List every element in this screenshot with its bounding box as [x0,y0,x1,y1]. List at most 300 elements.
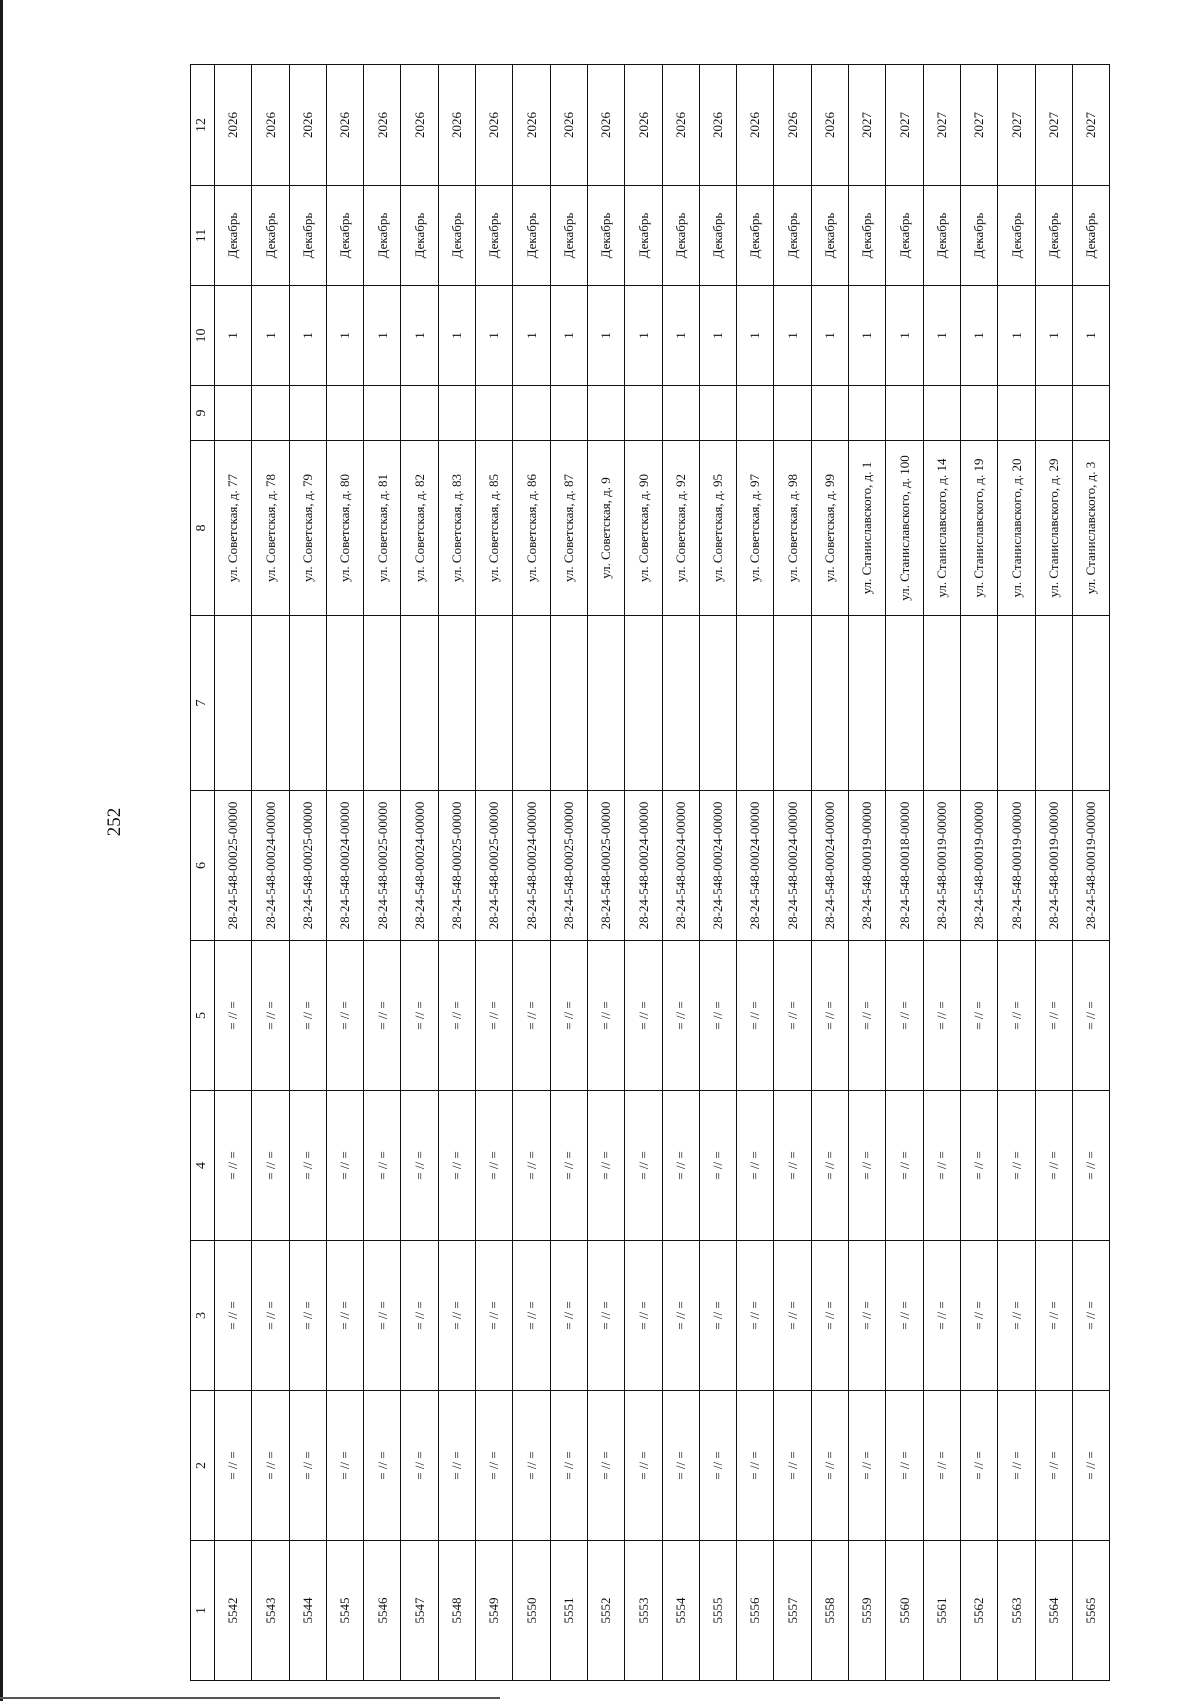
cell-col9-empty [849,386,886,441]
table-body [215,65,1110,1681]
cell-col10-count: 1 [849,286,886,386]
cell-cadastral-code: 28-24-548-00024-00000 [699,791,736,941]
cell-col4-ditto: = // = [811,1091,848,1241]
cell-col10-count: 1 [326,286,363,386]
cell-col5-ditto: = // = [923,941,960,1091]
cell-address: ул. Советская, д. 80 [326,441,363,616]
column-header-9: 9 [191,386,215,441]
cell-row-number: 5546 [364,1541,401,1681]
cell-month: Декабрь [401,186,438,286]
cell-col3-ditto: = // = [662,1241,699,1391]
cell-col9-empty [662,386,699,441]
cell-address: ул. Станиславского, д. 29 [1035,441,1072,616]
cell-col9-empty [364,386,401,441]
cell-month: Декабрь [699,186,736,286]
cell-month: Декабрь [662,186,699,286]
cell-cadastral-code: 28-24-548-00025-00000 [364,791,401,941]
cell-col2-ditto: = // = [625,1391,662,1541]
cell-col9-empty [998,386,1035,441]
cell-col10-count: 1 [886,286,923,386]
cell-col10-count: 1 [662,286,699,386]
cell-month: Декабрь [1035,186,1072,286]
cell-col7-empty [587,616,624,791]
cell-col7-empty [401,616,438,791]
cell-col3-ditto: = // = [923,1241,960,1391]
table-row [476,65,513,1681]
cell-col3-ditto: = // = [737,1241,774,1391]
cell-address: ул. Советская, д. 98 [774,441,811,616]
cell-cadastral-code: 28-24-548-00025-00000 [587,791,624,941]
cell-col2-ditto: = // = [1072,1391,1109,1541]
cell-col7-empty [886,616,923,791]
table-row [289,65,326,1681]
cell-col5-ditto: = // = [364,941,401,1091]
table-row [886,65,923,1681]
cell-col2-ditto: = // = [923,1391,960,1541]
cell-col2-ditto: = // = [662,1391,699,1541]
table-row [923,65,960,1681]
cell-col7-empty [513,616,550,791]
cell-col9-empty [699,386,736,441]
cell-col3-ditto: = // = [550,1241,587,1391]
page-number: 252 [104,807,125,837]
cell-col9-empty [326,386,363,441]
cell-col7-empty [326,616,363,791]
cell-address: ул. Советская, д. 78 [252,441,289,616]
cell-col2-ditto: = // = [1035,1391,1072,1541]
column-header-3: 3 [191,1241,215,1391]
cell-col7-empty [550,616,587,791]
cell-col2-ditto: = // = [513,1391,550,1541]
cell-row-number: 5563 [998,1541,1035,1681]
cell-cadastral-code: 28-24-548-00025-00000 [550,791,587,941]
cell-col3-ditto: = // = [476,1241,513,1391]
cell-col2-ditto: = // = [476,1391,513,1541]
cell-col5-ditto: = // = [326,941,363,1091]
cell-cadastral-code: 28-24-548-00024-00000 [513,791,550,941]
cell-year: 2026 [289,65,326,186]
cell-col10-count: 1 [811,286,848,386]
scan-edge-bottom [0,1697,500,1699]
cell-month: Декабрь [811,186,848,286]
column-header-2: 2 [191,1391,215,1541]
table-row [326,65,363,1681]
cell-row-number: 5548 [438,1541,475,1681]
cell-col7-empty [849,616,886,791]
cell-col9-empty [401,386,438,441]
cell-col4-ditto: = // = [849,1091,886,1241]
cell-col5-ditto: = // = [476,941,513,1091]
cell-col2-ditto: = // = [438,1391,475,1541]
cell-row-number: 5545 [326,1541,363,1681]
cell-col10-count: 1 [699,286,736,386]
cell-address: ул. Советская, д. 82 [401,441,438,616]
cell-row-number: 5551 [550,1541,587,1681]
cell-row-number: 5550 [513,1541,550,1681]
cell-month: Декабрь [923,186,960,286]
column-header-1: 1 [191,1541,215,1681]
cell-col10-count: 1 [550,286,587,386]
cell-month: Декабрь [326,186,363,286]
cell-address: ул. Советская, д. 81 [364,441,401,616]
cell-col10-count: 1 [252,286,289,386]
cell-col4-ditto: = // = [289,1091,326,1241]
cell-month: Декабрь [550,186,587,286]
cell-cadastral-code: 28-24-548-00024-00000 [252,791,289,941]
cell-year: 2026 [364,65,401,186]
cell-col3-ditto: = // = [886,1241,923,1391]
cell-cadastral-code: 28-24-548-00018-00000 [886,791,923,941]
table-row [849,65,886,1681]
cell-cadastral-code: 28-24-548-00019-00000 [1035,791,1072,941]
cell-col10-count: 1 [513,286,550,386]
cell-address: ул. Станиславского, д. 3 [1072,441,1109,616]
cell-year: 2026 [811,65,848,186]
cell-address: ул. Советская, д. 97 [737,441,774,616]
cell-col7-empty [289,616,326,791]
cell-col10-count: 1 [401,286,438,386]
cell-col2-ditto: = // = [774,1391,811,1541]
cell-col5-ditto: = // = [886,941,923,1091]
cell-row-number: 5549 [476,1541,513,1681]
cell-col4-ditto: = // = [587,1091,624,1241]
cell-col3-ditto: = // = [774,1241,811,1391]
header-row [191,65,215,1681]
cell-col9-empty [1072,386,1109,441]
cell-col4-ditto: = // = [998,1091,1035,1241]
cell-col5-ditto: = // = [550,941,587,1091]
cell-col7-empty [252,616,289,791]
cell-row-number: 5547 [401,1541,438,1681]
cell-row-number: 5542 [215,1541,252,1681]
cell-col5-ditto: = // = [774,941,811,1091]
column-header-4: 4 [191,1091,215,1241]
cell-year: 2027 [886,65,923,186]
cell-col9-empty [1035,386,1072,441]
cell-col5-ditto: = // = [252,941,289,1091]
cell-col9-empty [550,386,587,441]
cell-col7-empty [625,616,662,791]
cell-cadastral-code: 28-24-548-00025-00000 [438,791,475,941]
cell-cadastral-code: 28-24-548-00024-00000 [662,791,699,941]
cell-col2-ditto: = // = [849,1391,886,1541]
cell-year: 2026 [662,65,699,186]
cell-col9-empty [960,386,997,441]
cell-address: ул. Советская, д. 9 [587,441,624,616]
cell-col7-empty [364,616,401,791]
cell-col5-ditto: = // = [1035,941,1072,1091]
cell-cadastral-code: 28-24-548-00019-00000 [960,791,997,941]
cell-col5-ditto: = // = [662,941,699,1091]
column-header-6: 6 [191,791,215,941]
cell-col9-empty [923,386,960,441]
cell-col2-ditto: = // = [699,1391,736,1541]
cell-col2-ditto: = // = [737,1391,774,1541]
cell-col5-ditto: = // = [849,941,886,1091]
cell-address: ул. Советская, д. 86 [513,441,550,616]
cell-col9-empty [587,386,624,441]
cell-year: 2026 [438,65,475,186]
table-row [438,65,475,1681]
cell-col2-ditto: = // = [998,1391,1035,1541]
cell-col9-empty [886,386,923,441]
cell-col3-ditto: = // = [215,1241,252,1391]
cell-month: Декабрь [289,186,326,286]
cell-year: 2026 [215,65,252,186]
cell-address: ул. Советская, д. 90 [625,441,662,616]
cell-col2-ditto: = // = [587,1391,624,1541]
cell-month: Декабрь [774,186,811,286]
table-row [998,65,1035,1681]
cell-col7-empty [699,616,736,791]
cell-col4-ditto: = // = [886,1091,923,1241]
cell-month: Декабрь [513,186,550,286]
cell-col10-count: 1 [625,286,662,386]
cell-col10-count: 1 [960,286,997,386]
cell-year: 2026 [699,65,736,186]
cell-row-number: 5558 [811,1541,848,1681]
cell-address: ул. Советская, д. 79 [289,441,326,616]
cell-col5-ditto: = // = [960,941,997,1091]
cell-col5-ditto: = // = [438,941,475,1091]
cell-col4-ditto: = // = [699,1091,736,1241]
cell-address: ул. Станиславского, д. 14 [923,441,960,616]
table-row [1072,65,1109,1681]
cell-col10-count: 1 [587,286,624,386]
cell-month: Декабрь [625,186,662,286]
table-row [625,65,662,1681]
cell-col2-ditto: = // = [289,1391,326,1541]
cell-col5-ditto: = // = [737,941,774,1091]
cell-col4-ditto: = // = [252,1091,289,1241]
cell-col3-ditto: = // = [699,1241,736,1391]
cell-col10-count: 1 [289,286,326,386]
cell-month: Декабрь [587,186,624,286]
cell-col5-ditto: = // = [587,941,624,1091]
cell-col3-ditto: = // = [625,1241,662,1391]
cell-col5-ditto: = // = [401,941,438,1091]
cell-year: 2026 [252,65,289,186]
cell-col3-ditto: = // = [960,1241,997,1391]
cell-col3-ditto: = // = [364,1241,401,1391]
cell-col7-empty [923,616,960,791]
table-row [587,65,624,1681]
table-row [215,65,252,1681]
table-row [364,65,401,1681]
cell-col3-ditto: = // = [1035,1241,1072,1391]
cell-row-number: 5553 [625,1541,662,1681]
cell-col7-empty [811,616,848,791]
cell-month: Декабрь [252,186,289,286]
cell-address: ул. Станиславского, д. 100 [886,441,923,616]
cell-cadastral-code: 28-24-548-00024-00000 [625,791,662,941]
cell-col9-empty [289,386,326,441]
cell-row-number: 5565 [1072,1541,1109,1681]
cell-year: 2027 [960,65,997,186]
cell-month: Декабрь [438,186,475,286]
cell-month: Декабрь [998,186,1035,286]
cell-col4-ditto: = // = [438,1091,475,1241]
cell-cadastral-code: 28-24-548-00024-00000 [326,791,363,941]
cell-col7-empty [737,616,774,791]
cell-col9-empty [252,386,289,441]
cell-col4-ditto: = // = [401,1091,438,1241]
cell-month: Декабрь [849,186,886,286]
cell-col7-empty [215,616,252,791]
column-header-7: 7 [191,616,215,791]
cell-col7-empty [662,616,699,791]
cell-col4-ditto: = // = [513,1091,550,1241]
column-header-12: 12 [191,65,215,186]
cell-month: Декабрь [215,186,252,286]
cell-col4-ditto: = // = [326,1091,363,1241]
cell-col3-ditto: = // = [998,1241,1035,1391]
cell-col4-ditto: = // = [215,1091,252,1241]
cell-year: 2026 [513,65,550,186]
cell-month: Декабрь [476,186,513,286]
cell-col4-ditto: = // = [550,1091,587,1241]
cell-col2-ditto: = // = [886,1391,923,1541]
cell-col2-ditto: = // = [326,1391,363,1541]
table-row [699,65,736,1681]
cell-col5-ditto: = // = [215,941,252,1091]
cell-col4-ditto: = // = [476,1091,513,1241]
cell-col3-ditto: = // = [438,1241,475,1391]
table-row [1035,65,1072,1681]
scan-edge-left [0,0,3,1701]
table-row [550,65,587,1681]
cell-col2-ditto: = // = [811,1391,848,1541]
cell-col9-empty [774,386,811,441]
cell-col7-empty [960,616,997,791]
cell-col2-ditto: = // = [252,1391,289,1541]
cell-cadastral-code: 28-24-548-00025-00000 [289,791,326,941]
cell-year: 2026 [587,65,624,186]
cell-address: ул. Станиславского, д. 19 [960,441,997,616]
cell-col5-ditto: = // = [513,941,550,1091]
cell-col10-count: 1 [215,286,252,386]
cell-year: 2027 [1035,65,1072,186]
column-header-10: 10 [191,286,215,386]
cell-col7-empty [438,616,475,791]
cell-col5-ditto: = // = [811,941,848,1091]
cell-month: Декабрь [737,186,774,286]
cell-year: 2026 [326,65,363,186]
cell-address: ул. Станиславского, д. 20 [998,441,1035,616]
cell-year: 2026 [625,65,662,186]
cell-year: 2027 [923,65,960,186]
cell-col2-ditto: = // = [401,1391,438,1541]
cell-col9-empty [215,386,252,441]
cell-col4-ditto: = // = [662,1091,699,1241]
cell-cadastral-code: 28-24-548-00025-00000 [215,791,252,941]
cell-cadastral-code: 28-24-548-00019-00000 [923,791,960,941]
cell-col3-ditto: = // = [513,1241,550,1391]
cell-address: ул. Советская, д. 95 [699,441,736,616]
cell-col2-ditto: = // = [215,1391,252,1541]
cell-month: Декабрь [364,186,401,286]
table-row [401,65,438,1681]
cell-month: Декабрь [960,186,997,286]
cell-month: Декабрь [1072,186,1109,286]
cell-year: 2026 [550,65,587,186]
cell-col3-ditto: = // = [587,1241,624,1391]
cell-year: 2027 [849,65,886,186]
cell-row-number: 5564 [1035,1541,1072,1681]
cell-cadastral-code: 28-24-548-00024-00000 [737,791,774,941]
cell-col2-ditto: = // = [550,1391,587,1541]
cell-row-number: 5555 [699,1541,736,1681]
cell-col10-count: 1 [364,286,401,386]
cell-address: ул. Советская, д. 83 [438,441,475,616]
cell-row-number: 5556 [737,1541,774,1681]
cell-col5-ditto: = // = [625,941,662,1091]
cell-col3-ditto: = // = [252,1241,289,1391]
cell-cadastral-code: 28-24-548-00019-00000 [1072,791,1109,941]
cell-row-number: 5559 [849,1541,886,1681]
cell-year: 2026 [774,65,811,186]
table-row [960,65,997,1681]
cell-row-number: 5543 [252,1541,289,1681]
cell-col10-count: 1 [923,286,960,386]
cell-col4-ditto: = // = [364,1091,401,1241]
cell-col5-ditto: = // = [1072,941,1109,1091]
column-header-11: 11 [191,186,215,286]
cell-col4-ditto: = // = [1035,1091,1072,1241]
cell-cadastral-code: 28-24-548-00019-00000 [998,791,1035,941]
cell-col4-ditto: = // = [923,1091,960,1241]
cell-col7-empty [774,616,811,791]
column-header-5: 5 [191,941,215,1091]
cell-year: 2026 [401,65,438,186]
table-row [811,65,848,1681]
cell-row-number: 5560 [886,1541,923,1681]
cell-col4-ditto: = // = [737,1091,774,1241]
cell-col5-ditto: = // = [289,941,326,1091]
cell-col2-ditto: = // = [960,1391,997,1541]
cell-col9-empty [811,386,848,441]
cell-col3-ditto: = // = [326,1241,363,1391]
cell-col3-ditto: = // = [289,1241,326,1391]
table-row [252,65,289,1681]
cell-col3-ditto: = // = [401,1241,438,1391]
column-header-8: 8 [191,441,215,616]
cell-address: ул. Советская, д. 99 [811,441,848,616]
cell-address: ул. Советская, д. 87 [550,441,587,616]
table-row [662,65,699,1681]
cell-row-number: 5557 [774,1541,811,1681]
cell-col10-count: 1 [438,286,475,386]
document-table-area [190,65,1099,1681]
cell-address: ул. Станиславского, д. 1 [849,441,886,616]
cell-cadastral-code: 28-24-548-00025-00000 [476,791,513,941]
cell-col9-empty [476,386,513,441]
cell-col3-ditto: = // = [849,1241,886,1391]
cell-col4-ditto: = // = [1072,1091,1109,1241]
cell-row-number: 5554 [662,1541,699,1681]
cell-col7-empty [1072,616,1109,791]
cell-col3-ditto: = // = [1072,1241,1109,1391]
cell-col7-empty [476,616,513,791]
cell-col7-empty [1035,616,1072,791]
cell-col9-empty [513,386,550,441]
cell-col10-count: 1 [737,286,774,386]
cell-row-number: 5544 [289,1541,326,1681]
cell-address: ул. Советская, д. 92 [662,441,699,616]
cell-cadastral-code: 28-24-548-00024-00000 [811,791,848,941]
cell-col4-ditto: = // = [625,1091,662,1241]
cell-col5-ditto: = // = [699,941,736,1091]
